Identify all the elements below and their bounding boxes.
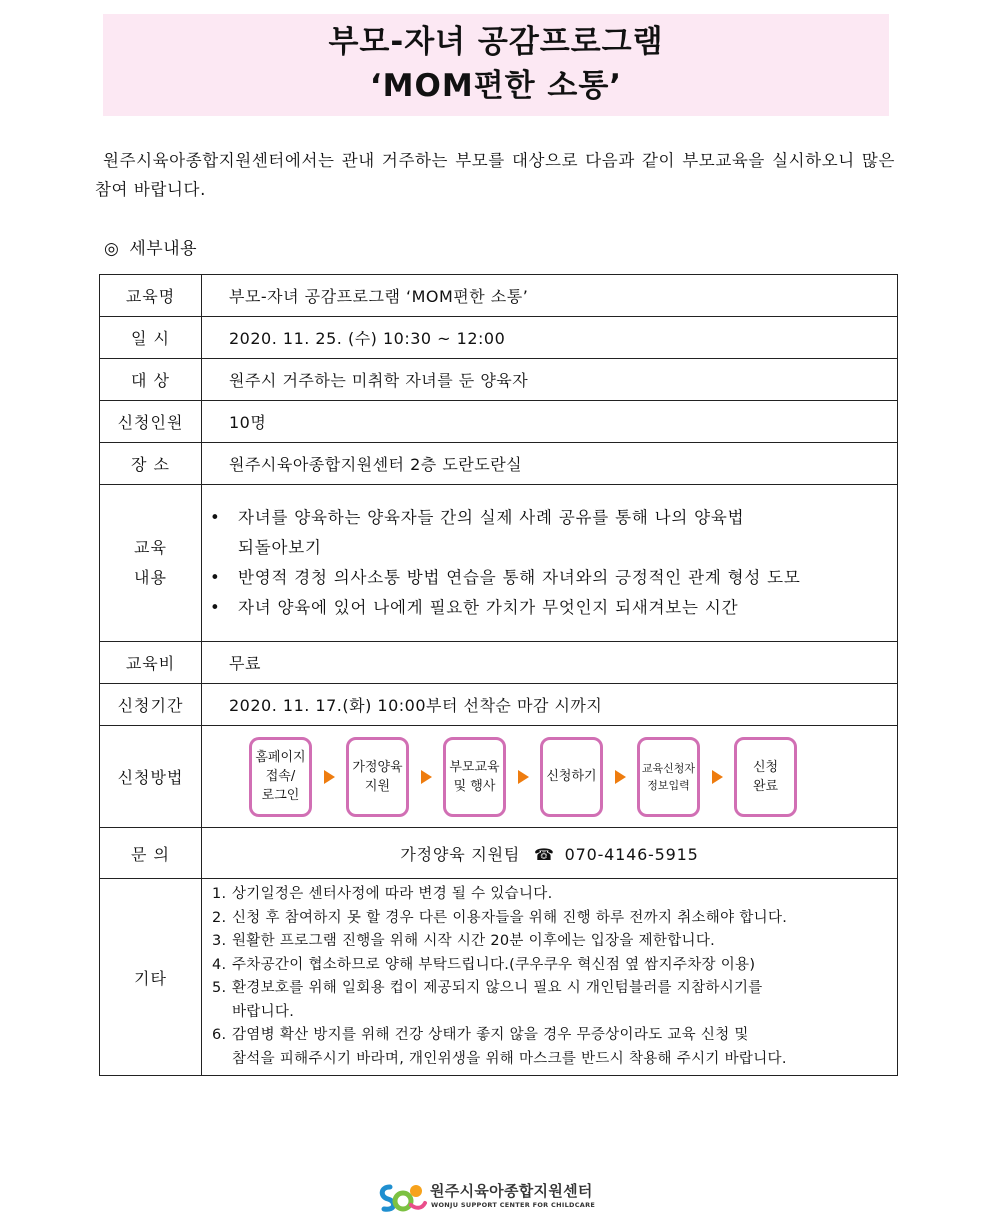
note-number: 2. [212,909,227,926]
note-1-line-1: 상기일정은 센터사정에 따라 변경 될 수 있습니다. [232,886,553,902]
arrow-right-icon [421,770,432,784]
step-2-line-2: 지원 [364,778,391,794]
row-etc [100,879,898,1076]
step-5-line-2: 정보입력 [647,778,690,792]
section-heading [104,234,197,259]
content-value [202,485,898,642]
row-period [100,684,898,726]
method-label: 신청방법 [100,726,202,828]
step-home-childcare [346,737,409,817]
bullet-icon: • [210,568,221,587]
step-4-line-1: 신청하기 [546,769,597,784]
course-name-label: 교육명 [100,275,202,317]
center-logo-icon [376,1179,428,1215]
org-name: 원주시육아종합지원센터 [430,1182,593,1200]
section-title: 세부내용 [129,239,198,259]
course-name-value: 부모-자녀 공감프로그램 ‘MOM편한 소통’ [202,275,898,317]
row-fee [100,642,898,684]
row-capacity [100,401,898,443]
row-course-name [100,275,898,317]
note-2-line-1: 신청 후 참여하지 못 할 경우 다른 이용자들을 위해 진행 하루 전까지 취소해야 합니다. [232,909,788,926]
bullet-icon: • [210,508,221,527]
fee-value: 무료 [202,642,898,684]
list-item [210,593,897,623]
arrow-right-icon [615,770,626,784]
inquiry-label: 문 의 [100,828,202,879]
note-6-line-2: 참석을 피해주시기 바라며, 개인위생을 위해 마스크를 반드시 착용해 주시기 바랍니다. [232,1050,787,1067]
step-homepage-login [249,737,312,817]
note-number: 1. [212,886,227,902]
step-6-line-1: 신청 [752,759,779,775]
step-enter-info [637,737,700,817]
target-value: 원주시 거주하는 미취학 자녀를 둔 양육자 [202,359,898,401]
step-1-line-2: 접속/ [265,769,296,784]
list-item [210,563,897,593]
note-3-line-1: 원활한 프로그램 진행을 위해 시작 시간 20분 이후에는 입장을 제한합니다. [232,933,716,949]
list-item [212,977,897,1024]
notes-list [202,879,897,1075]
note-number: 5. [212,980,227,996]
note-number: 3. [212,933,227,949]
footer-logo [376,1176,616,1220]
step-2-line-1: 가정양육 [352,759,403,775]
content-item-1-line-1: 자녀를 양육하는 양육자들 간의 실제 사례 공유를 통해 나의 양육법 [238,508,745,527]
capacity-label: 신청인원 [100,401,202,443]
place-label: 장 소 [100,443,202,485]
title-banner [103,14,889,116]
period-value: 2020. 11. 17.(화) 10:00부터 선착순 마감 시까지 [202,684,898,726]
phone-icon: ☎ [534,844,555,864]
note-5-line-1: 환경보호를 위해 일회용 컵이 제공되지 않으니 필요 시 개인텀블러를 지참하시기를 [232,980,763,996]
row-content [100,485,898,642]
etc-label: 기타 [100,879,202,1076]
arrow-right-icon [324,770,335,784]
datetime-label: 일 시 [100,317,202,359]
step-5-line-1: 교육신청자 [641,761,696,775]
note-6-line-1: 감염병 확산 방지를 위해 건강 상태가 좋지 않을 경우 무증상이라도 교육 신청 및 [232,1027,749,1043]
row-inquiry [100,828,898,879]
note-number: 4. [212,956,227,973]
inquiry-phone: 070-4146-5915 [564,844,699,864]
content-item-2-line-1: 반영적 경청 의사소통 방법 연습을 통해 자녀와의 긍정적인 관계 형성 도모 [238,568,801,587]
application-steps [202,737,897,817]
content-item-1-line-2: 되돌아보기 [238,538,322,557]
content-item-3-line-1: 자녀 양육에 있어 나에게 필요한 가치가 무엇인지 되새겨보는 시간 [238,598,739,617]
step-3-line-1: 부모교육 [449,759,500,775]
list-item [212,954,897,978]
list-item [212,1024,897,1071]
intro-paragraph: 원주시육아종합지원센터에서는 관내 거주하는 부모를 대상으로 다음과 같이 부모교육을 실시하오니 많은 참여 바랍니다. [95,151,895,199]
note-5-line-2: 바랍니다. [232,1003,295,1020]
inquiry-team: 가정양육 지원팀 [400,844,521,864]
double-circle-icon: ◎ [104,239,120,259]
list-item [212,883,897,907]
step-complete [734,737,797,817]
arrow-right-icon [518,770,529,784]
step-6-line-2: 완료 [752,778,779,794]
content-list [202,503,897,623]
content-label [100,485,202,642]
arrow-right-icon [712,770,723,784]
datetime-value: 2020. 11. 25. (수) 10:30 ~ 12:00 [202,317,898,359]
row-datetime [100,317,898,359]
target-label: 대 상 [100,359,202,401]
org-name-en: WONJU SUPPORT CENTER FOR CHILDCARE [431,1201,596,1209]
step-apply [540,737,603,817]
row-place [100,443,898,485]
fee-label: 교육비 [100,642,202,684]
bullet-icon: • [210,598,221,617]
list-item [212,907,897,931]
detail-table [99,274,898,1076]
note-number: 6. [212,1027,227,1043]
list-item [212,930,897,954]
etc-value [202,879,898,1076]
capacity-value: 10명 [202,401,898,443]
content-label-line-2: 내용 [134,568,167,587]
step-1-line-3: 로그인 [261,788,300,803]
note-4-line-1: 주차공간이 협소하므로 양해 부탁드립니다.(쿠우쿠우 혁신점 옆 쌈지주차장 이용) [232,956,756,973]
place-value: 원주시육아종합지원센터 2층 도란도란실 [202,443,898,485]
step-parent-education [443,737,506,817]
row-method [100,726,898,828]
list-item [210,503,897,563]
title-line-2: ‘MOM편한 소통’ [369,68,623,104]
period-label: 신청기간 [100,684,202,726]
step-1-line-1: 홈페이지 [255,750,306,765]
row-target [100,359,898,401]
inquiry-value [202,828,898,879]
step-3-line-2: 및 행사 [453,778,496,794]
title-line-1: 부모-자녀 공감프로그램 [328,24,664,60]
content-label-line-1: 교육 [134,538,167,557]
method-value [202,726,898,828]
